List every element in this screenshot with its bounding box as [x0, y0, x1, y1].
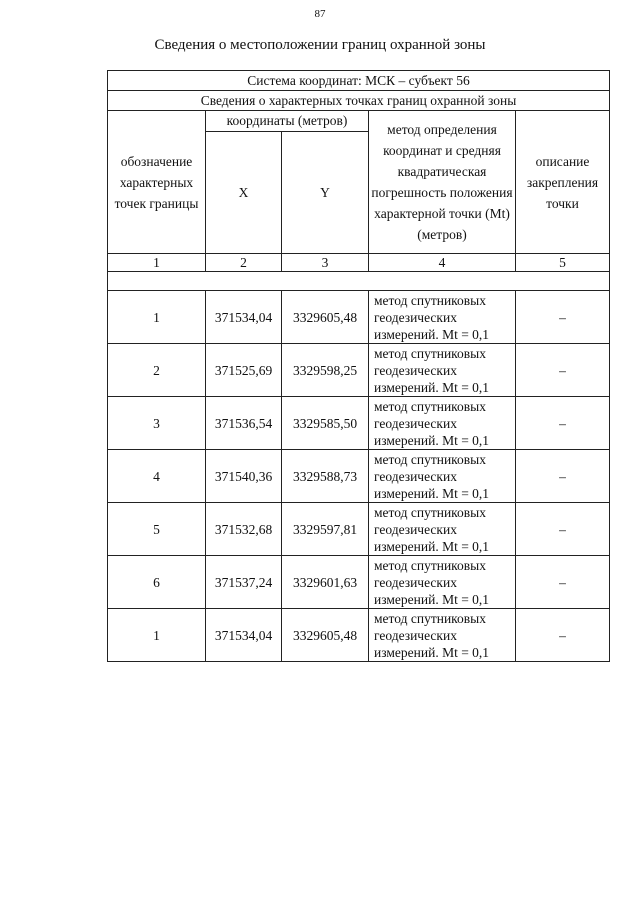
x-cell: 371537,24 — [206, 556, 282, 609]
description-cell: – — [516, 609, 610, 662]
table-row — [108, 397, 610, 450]
point-cell: 1 — [108, 291, 206, 344]
column-number-row — [108, 254, 610, 272]
section-header: Сведения о характерных точках границ охранной зоны — [108, 91, 610, 111]
point-cell: 5 — [108, 503, 206, 556]
point-cell: 2 — [108, 344, 206, 397]
header-coords-group: координаты (метров) — [206, 111, 369, 132]
method-cell — [369, 503, 516, 556]
method-line: метод спутниковых — [374, 345, 486, 361]
method-line: геодезических — [374, 415, 457, 431]
page-number: 87 — [314, 8, 326, 20]
coord-system-header: Система координат: МСК – субъект 56 — [108, 71, 610, 91]
method-cell — [369, 450, 516, 503]
spacer-row — [108, 272, 610, 291]
column-number: 4 — [369, 254, 516, 272]
header-designation: обозначение характерных точек границы — [108, 111, 206, 254]
column-number: 2 — [206, 254, 282, 272]
method-cell — [369, 556, 516, 609]
method-line: геодезических — [374, 468, 457, 484]
y-cell: 3329588,73 — [282, 450, 369, 503]
method-line: метод спутниковых — [374, 451, 486, 467]
x-cell: 371536,54 — [206, 397, 282, 450]
method-line: метод спутниковых — [374, 398, 486, 414]
description-cell: – — [516, 344, 610, 397]
table-row — [108, 344, 610, 397]
x-cell: 371532,68 — [206, 503, 282, 556]
method-line: измерений. Mt = 0,1 — [374, 485, 490, 501]
method-cell — [369, 397, 516, 450]
method-line: измерений. Mt = 0,1 — [374, 432, 490, 448]
column-number: 3 — [282, 254, 369, 272]
column-number: 1 — [108, 254, 206, 272]
header-description: описание закрепления точки — [516, 111, 610, 254]
method-line: метод спутниковых — [374, 557, 486, 573]
table-row — [108, 503, 610, 556]
description-cell: – — [516, 397, 610, 450]
point-cell: 1 — [108, 609, 206, 662]
table-row — [108, 556, 610, 609]
method-line: геодезических — [374, 574, 457, 590]
method-line: метод спутниковых — [374, 610, 486, 626]
boundary-points-table — [107, 70, 610, 662]
document-title: Сведения о местоположении границ охранной зоны — [154, 37, 486, 53]
description-cell: – — [516, 291, 610, 344]
method-line: геодезических — [374, 309, 457, 325]
description-cell: – — [516, 556, 610, 609]
y-cell: 3329605,48 — [282, 291, 369, 344]
method-line: измерений. Mt = 0,1 — [374, 326, 490, 342]
method-line: метод спутниковых — [374, 504, 486, 520]
method-line: измерений. Mt = 0,1 — [374, 379, 490, 395]
x-cell: 371540,36 — [206, 450, 282, 503]
method-cell — [369, 344, 516, 397]
method-line: метод спутниковых — [374, 292, 486, 308]
point-cell: 6 — [108, 556, 206, 609]
method-cell — [369, 291, 516, 344]
x-cell: 371525,69 — [206, 344, 282, 397]
method-line: геодезических — [374, 627, 457, 643]
method-line: измерений. Mt = 0,1 — [374, 591, 490, 607]
column-number: 5 — [516, 254, 610, 272]
y-cell: 3329598,25 — [282, 344, 369, 397]
table-row — [108, 450, 610, 503]
header-method: метод определения координат и средняя квадратическая погрешность положения характерной точки (Mt) (метров) — [369, 111, 516, 254]
y-cell: 3329585,50 — [282, 397, 369, 450]
method-line: измерений. Mt = 0,1 — [374, 538, 490, 554]
description-cell: – — [516, 503, 610, 556]
method-line: геодезических — [374, 521, 457, 537]
method-line: измерений. Mt = 0,1 — [374, 644, 490, 660]
table-row — [108, 609, 610, 662]
x-cell: 371534,04 — [206, 291, 282, 344]
point-cell: 3 — [108, 397, 206, 450]
table-row — [108, 291, 610, 344]
point-cell: 4 — [108, 450, 206, 503]
header-y: Y — [282, 132, 369, 254]
y-cell: 3329605,48 — [282, 609, 369, 662]
method-cell — [369, 609, 516, 662]
header-x: X — [206, 132, 282, 254]
description-cell: – — [516, 450, 610, 503]
y-cell: 3329601,63 — [282, 556, 369, 609]
method-line: геодезических — [374, 362, 457, 378]
spacer-cell — [108, 272, 610, 291]
x-cell: 371534,04 — [206, 609, 282, 662]
y-cell: 3329597,81 — [282, 503, 369, 556]
